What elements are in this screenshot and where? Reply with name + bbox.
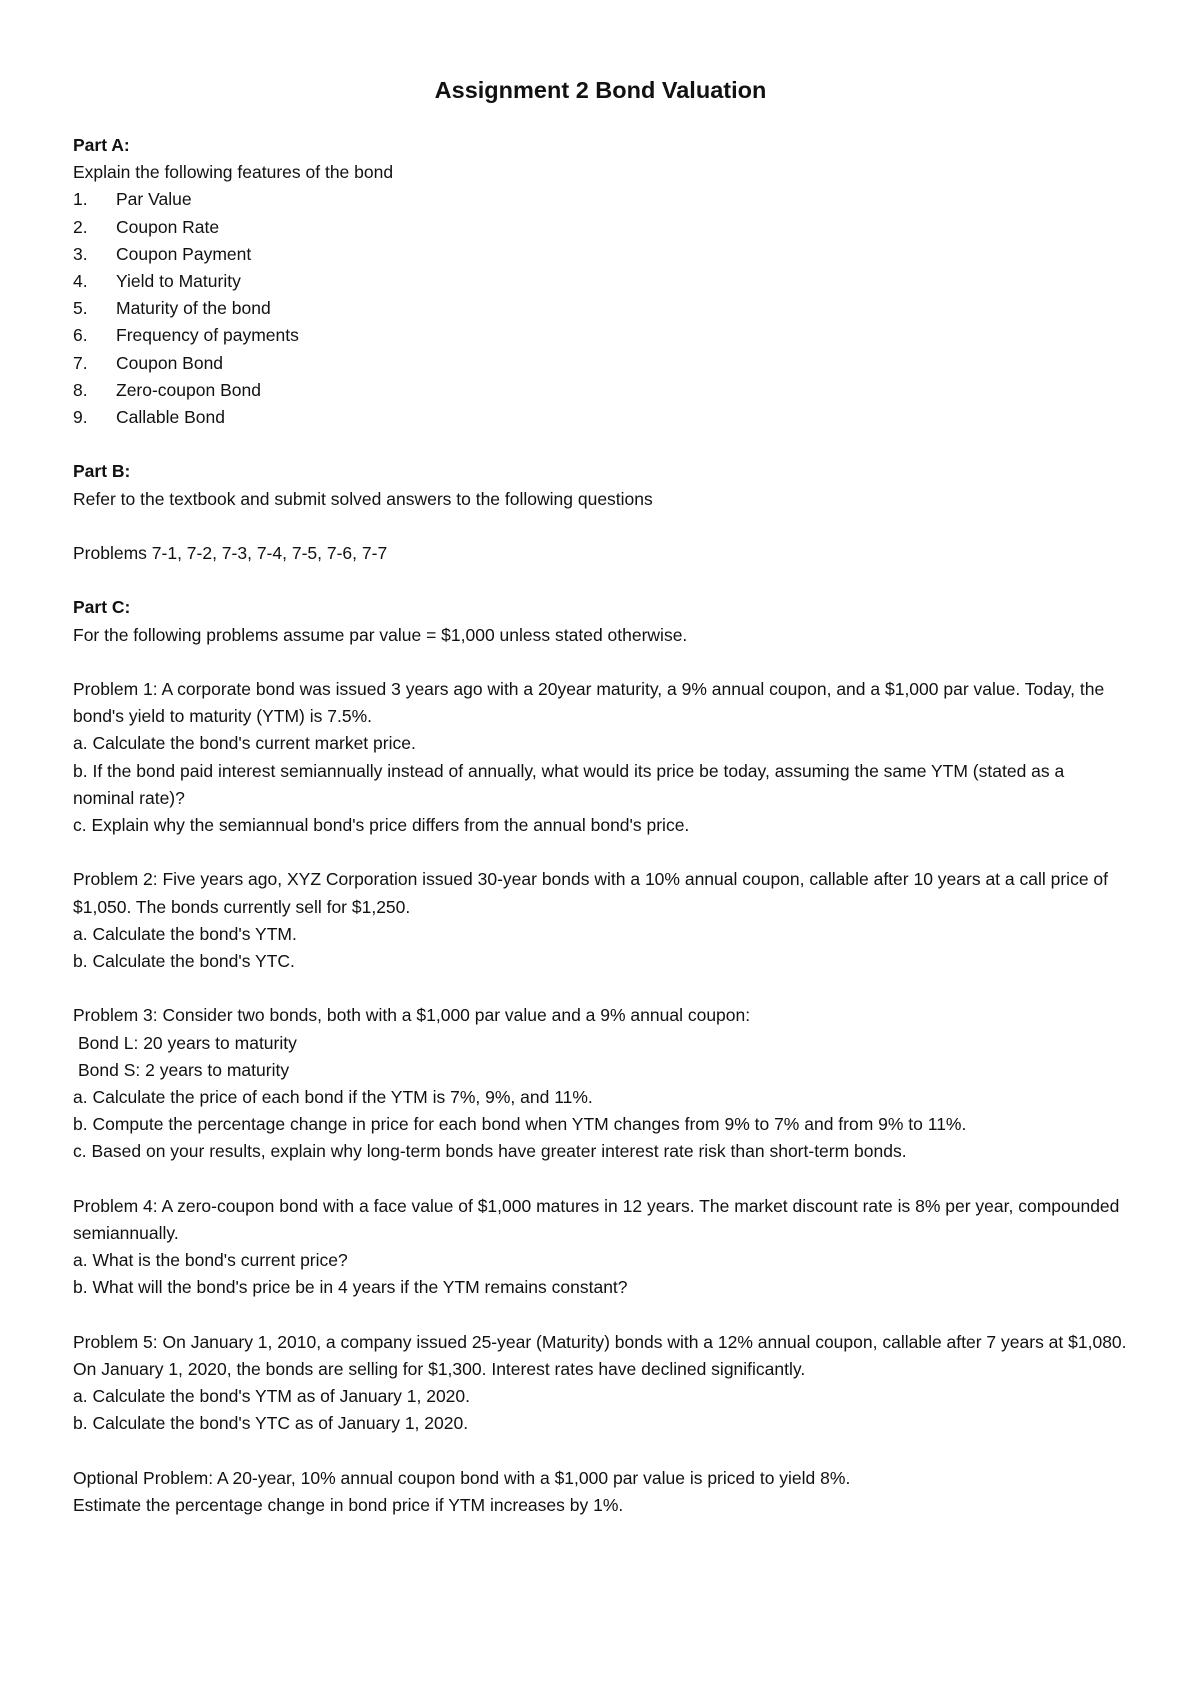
part-b-intro: Refer to the textbook and submit solved answers to the following questions (73, 488, 653, 509)
list-item (73, 377, 1128, 404)
problem-part: c. Based on your results, explain why long-term bonds have greater interest rate risk than short-term bonds. (73, 1141, 907, 1162)
part-c-intro: For the following problems assume par value = $1,000 unless stated otherwise. (73, 624, 688, 645)
list-item (73, 350, 1128, 377)
problem-part: b. Calculate the bond's YTC. (73, 951, 295, 972)
list-number: 7. (73, 352, 88, 373)
spacer (73, 975, 1128, 1002)
spacer (73, 1302, 1128, 1329)
problem-part: a. What is the bond's current price? (73, 1250, 348, 1271)
part-a-list (73, 186, 1128, 431)
list-text: Par Value (116, 189, 192, 210)
problem-part: b. What will the bond's price be in 4 years if the YTM remains constant? (73, 1277, 628, 1298)
list-number: 9. (73, 407, 88, 428)
part-a-heading: Part A: (73, 135, 130, 155)
spacer (73, 513, 1128, 540)
problem-part: a. Calculate the bond's YTM as of January 1, 2020. (73, 1386, 471, 1407)
spacer (73, 1438, 1128, 1465)
problem-part: a. Calculate the bond's current market price. (73, 733, 416, 754)
page-title: Assignment 2 Bond Valuation (434, 77, 767, 103)
problem-part: b. Compute the percentage change in price for each bond when YTM changes from 9% to 7% and from 9% to 11%. (73, 1114, 967, 1135)
list-item (73, 322, 1128, 349)
optional-problem-statement: Optional Problem: A 20-year, 10% annual coupon bond with a $1,000 par value is priced to yield 8%. (73, 1467, 851, 1488)
problem-part: a. Calculate the price of each bond if the YTM is 7%, 9%, and 11%. (73, 1087, 593, 1108)
list-text: Coupon Rate (116, 216, 220, 237)
spacer (73, 649, 1128, 676)
problem-statement: Problem 4: A zero-coupon bond with a face value of $1,000 matures in 12 years. The market discount rate is 8% per year, compounded semiannually. (73, 1195, 1120, 1244)
problem-statement: Problem 2: Five years ago, XYZ Corporation issued 30-year bonds with a 10% annual coupon, callable after 10 years at a call price of $1,050. The bonds currently sell for $1,250. (73, 869, 1109, 917)
problem-part: c. Explain why the semiannual bond's price differs from the annual bond's price. (73, 815, 690, 836)
problem-statement: Problem 1: A corporate bond was issued 3 years ago with a 20year maturity, a 9% annual coupon, and a $1,000 par value. Today, the bond's yield to maturity (YTM) is 7.5%. (73, 679, 1105, 727)
list-text: Yield to Maturity (116, 271, 241, 292)
list-number: 1. (73, 189, 88, 210)
optional-problem (73, 1465, 1128, 1519)
optional-problem-question: Estimate the percentage change in bond price if YTM increases by 1%. (73, 1495, 624, 1516)
list-item (73, 404, 1128, 431)
list-text: Frequency of payments (116, 325, 299, 346)
spacer (73, 839, 1128, 866)
part-a-intro: Explain the following features of the bond (73, 162, 394, 183)
list-item (73, 241, 1128, 268)
problem-5 (73, 1329, 1128, 1438)
list-item (73, 186, 1128, 213)
list-text: Zero-coupon Bond (116, 379, 261, 400)
problem-statement: Problem 3: Consider two bonds, both with a $1,000 par value and a 9% annual coupon: (73, 1005, 751, 1026)
list-number: 2. (73, 216, 88, 237)
part-b-problem-list: Problems 7-1, 7-2, 7-3, 7-4, 7-5, 7-6, 7-7 (73, 543, 388, 564)
list-item (73, 214, 1128, 241)
list-text: Callable Bond (116, 407, 225, 428)
problem-part: b. Calculate the bond's YTC as of January 1, 2020. (73, 1413, 469, 1434)
spacer (73, 431, 1128, 458)
spacer (73, 567, 1128, 594)
spacer (73, 1166, 1128, 1193)
part-b-section (73, 458, 1128, 567)
list-text: Coupon Payment (116, 243, 252, 264)
list-number: 3. (73, 243, 88, 264)
list-item (73, 268, 1128, 295)
problem-2 (73, 866, 1128, 975)
problem-1 (73, 676, 1128, 839)
problem-part: b. If the bond paid interest semiannually instead of annually, what would its price be today, assuming the same YTM (stated as a nominal rate)? (73, 760, 1065, 808)
list-number: 4. (73, 271, 88, 292)
part-b-heading: Part B: (73, 461, 131, 482)
part-a-section (73, 132, 1128, 431)
problem-part: a. Calculate the bond's YTM. (73, 923, 297, 944)
problem-4 (73, 1193, 1128, 1302)
list-number: 6. (73, 325, 88, 346)
part-c-section (73, 594, 1128, 1519)
list-item (73, 295, 1128, 322)
part-c-heading: Part C: (73, 597, 131, 618)
bond-s-description: Bond S: 2 years to maturity (78, 1059, 290, 1080)
problem-statement: Problem 5: On January 1, 2010, a company issued 25-year (Maturity) bonds with a 12% annual coupon, callable after 7 years at $1,080. On January 1, 2020, the bonds are selling for $1,300. Interest rates have declined significantly. (73, 1331, 1127, 1380)
list-text: Coupon Bond (116, 352, 224, 373)
list-number: 5. (73, 298, 88, 319)
list-number: 8. (73, 379, 88, 400)
bond-l-description: Bond L: 20 years to maturity (78, 1032, 297, 1053)
problem-3 (73, 1002, 1128, 1165)
list-text: Maturity of the bond (116, 298, 271, 319)
